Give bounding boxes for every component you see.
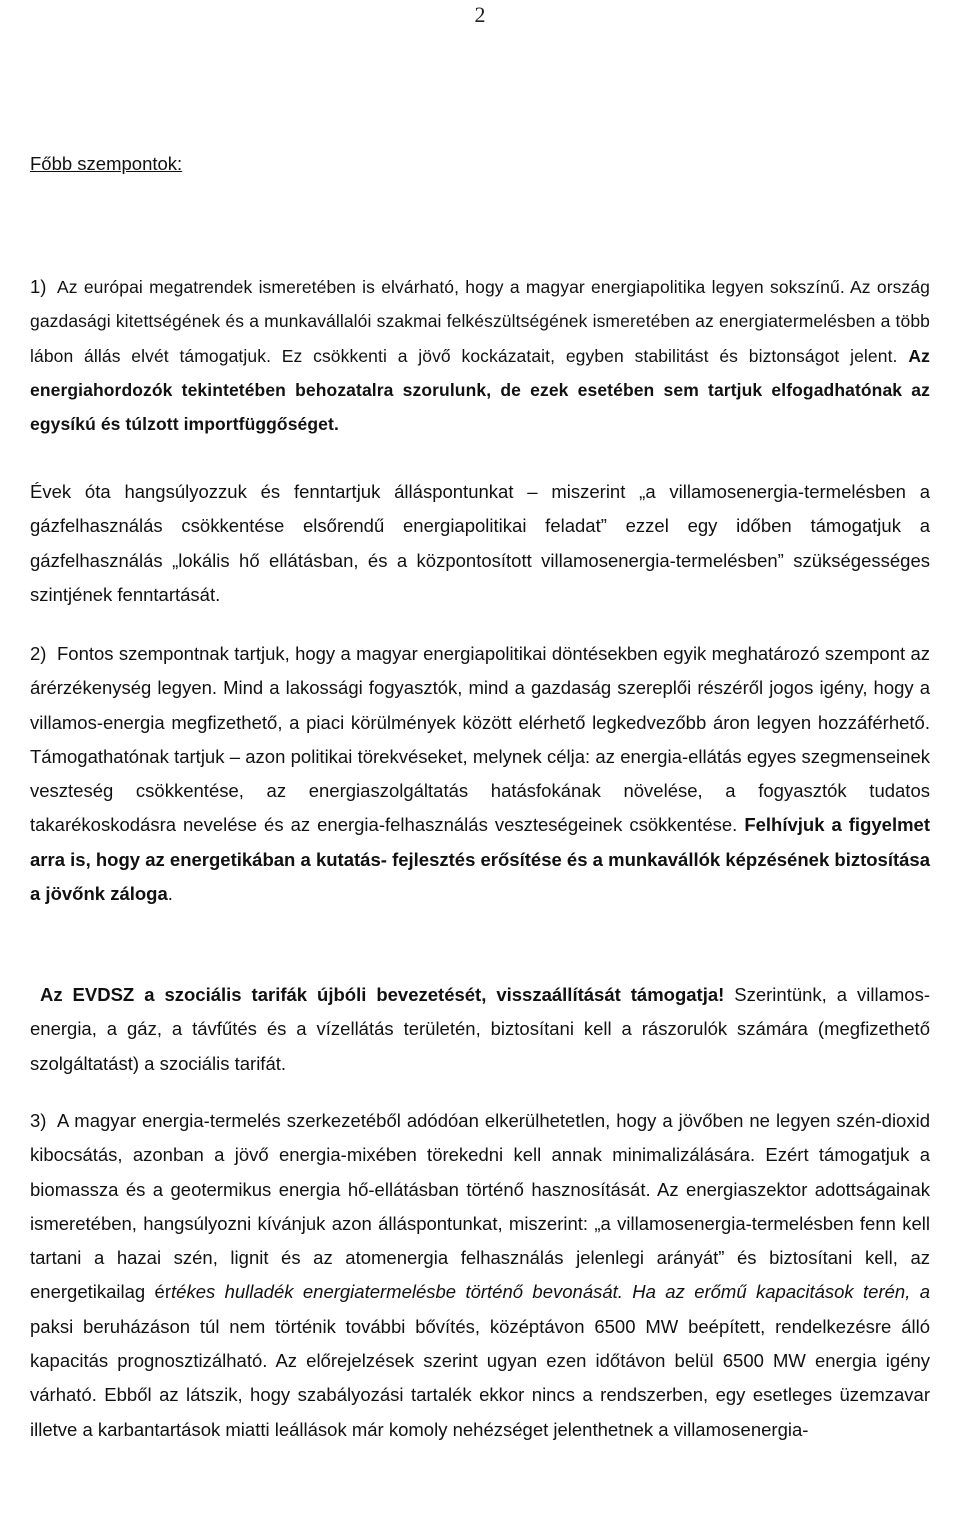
section-1-text: Az európai megatrendek ismeretében is elvárható, hogy a magyar energiapolitika legyen sokszínű. Az ország gazdasági kitettségének és a munkavállalói szakmai felkészültségének ismeretében az energiatermelésben a több lábon állás elvét támogatjuk. Ez csökkenti a jövő kockázatait, egyben stabilitást és biztonságot jelent. (30, 277, 930, 366)
section-2-period: . (167, 883, 173, 905)
section-1-bold-text: Az energiahordozók tekintetében behozatalra szorulunk, de ezek esetében sem tartjuk elfogadhatónak az egysíkú és túlzott importfüggőséget. (30, 345, 931, 435)
section-3-text-cont: paksi beruházáson túl nem történik további bővítés, középtávon 6500 MW beépített, rendelkezésre álló kapacitás prognosztizálható. Az előrejelzések szerint ugyan ezen időtávon belül 6500 MW energia igény várható. Ebből az látszik, hogy szabályozási tartalék ekkor nincs a rendszerben, egy esetleges üzemzavar illetve a karbantartások miatti leállások már komoly nehézséget jelenthetnek a villamosenergia- (30, 1315, 930, 1440)
section-2-bold-text: Felhívjuk a figyelmet arra is, hogy az energetikában a kutatás- fejlesztés erősítése és a munkavállók képzésének biztosítása a jövőnk záloga (30, 814, 930, 905)
section-2-tariff-text: Szerintünk, a villamos-energia, a gáz, a távfűtés és a vízellátás területén, biztosítani kell a rászorulók számára (megfizethető szolgáltatást) a szociális tarifát. (30, 984, 930, 1074)
section-2-paragraph (30, 637, 930, 911)
section-2-text: Fontos szempontnak tartjuk, hogy a magyar energiapolitikai döntésekben egyik meghatározó szempont az árérzékenység legyen. Mind a lakossági fogyasztók, mind a gazdaság szereplői részéről jogos igény, hogy a villamos-energia megfizethető, a piaci körülmények között elérhető legkedvezőbb áron legyen hozzáférhető. Támogathatónak tartjuk – azon politikai törekvéseket, melynek célja: az energia-ellátás egyes szegmenseinek veszteség csökkentése, az energiaszolgáltatás hatásfokának növelése, a fogyasztók tudatos takarékoskodásra nevelése és az energia-felhasználás veszteségeinek csökkentése. (30, 643, 930, 836)
section-1-paragraph-2 (30, 475, 930, 612)
page-number: 2 (474, 2, 486, 27)
section-1-number: 1) (30, 276, 47, 297)
section-3-paragraph (30, 1104, 930, 1447)
section-heading: Főbb szempontok: (30, 153, 183, 174)
section-2 (30, 637, 930, 911)
section-3-number: 3) (30, 1110, 47, 1131)
section-3 (30, 1104, 930, 1447)
section-2-paragraph-2 (30, 978, 930, 1081)
section-2-number: 2) (30, 643, 47, 664)
section-1-paragraph-2-text: Évek óta hangsúlyozzuk és fenntartjuk álláspontunkat – miszerint „a villamosenergia-termelésben a gázfelhasználás csökkentése elsőrendű energiapolitikai feladat” ezzel egy időben támogatjuk a gázfelhasználás „lokális hő ellátásban, és a központosított villamosenergia-termelésben” szükségességes szintjének fenntartását. (30, 481, 930, 605)
section-1-paragraph (30, 270, 930, 441)
section-3-text: A magyar energia-termelés szerkezetéből adódóan elkerülhetetlen, hogy a jövőben ne legyen szén-dioxid kibocsátás, azonban a jövő energia-mixében törekedni kell annak minimalizálására. Ezért támogatjuk a biomassza és a geotermikus energia hő-ellátásban történő hasznosítását. Az energiaszektor adottságainak ismeretében, hangsúlyozni kívánjuk azon álláspontunkat, miszerint: „a villamosenergia-termelésben fenn kell tartani a hazai szén, lignit és az atomenergia felhasználás jelenlegi arányát” és biztosítani kell, az energetikailag ér (30, 1110, 930, 1303)
section-2-paragraph-2-text (30, 978, 930, 1081)
evdsz-statement: Az EVDSZ a szociális tarifák újbóli bevezetését, visszaállítását támogatja! (39, 984, 725, 1005)
section-3-italic-text: tékes hulladék energiatermelésbe történő bevonását. Ha az erőmű kapacitások terén, a (171, 1281, 931, 1303)
section-1 (30, 270, 930, 441)
